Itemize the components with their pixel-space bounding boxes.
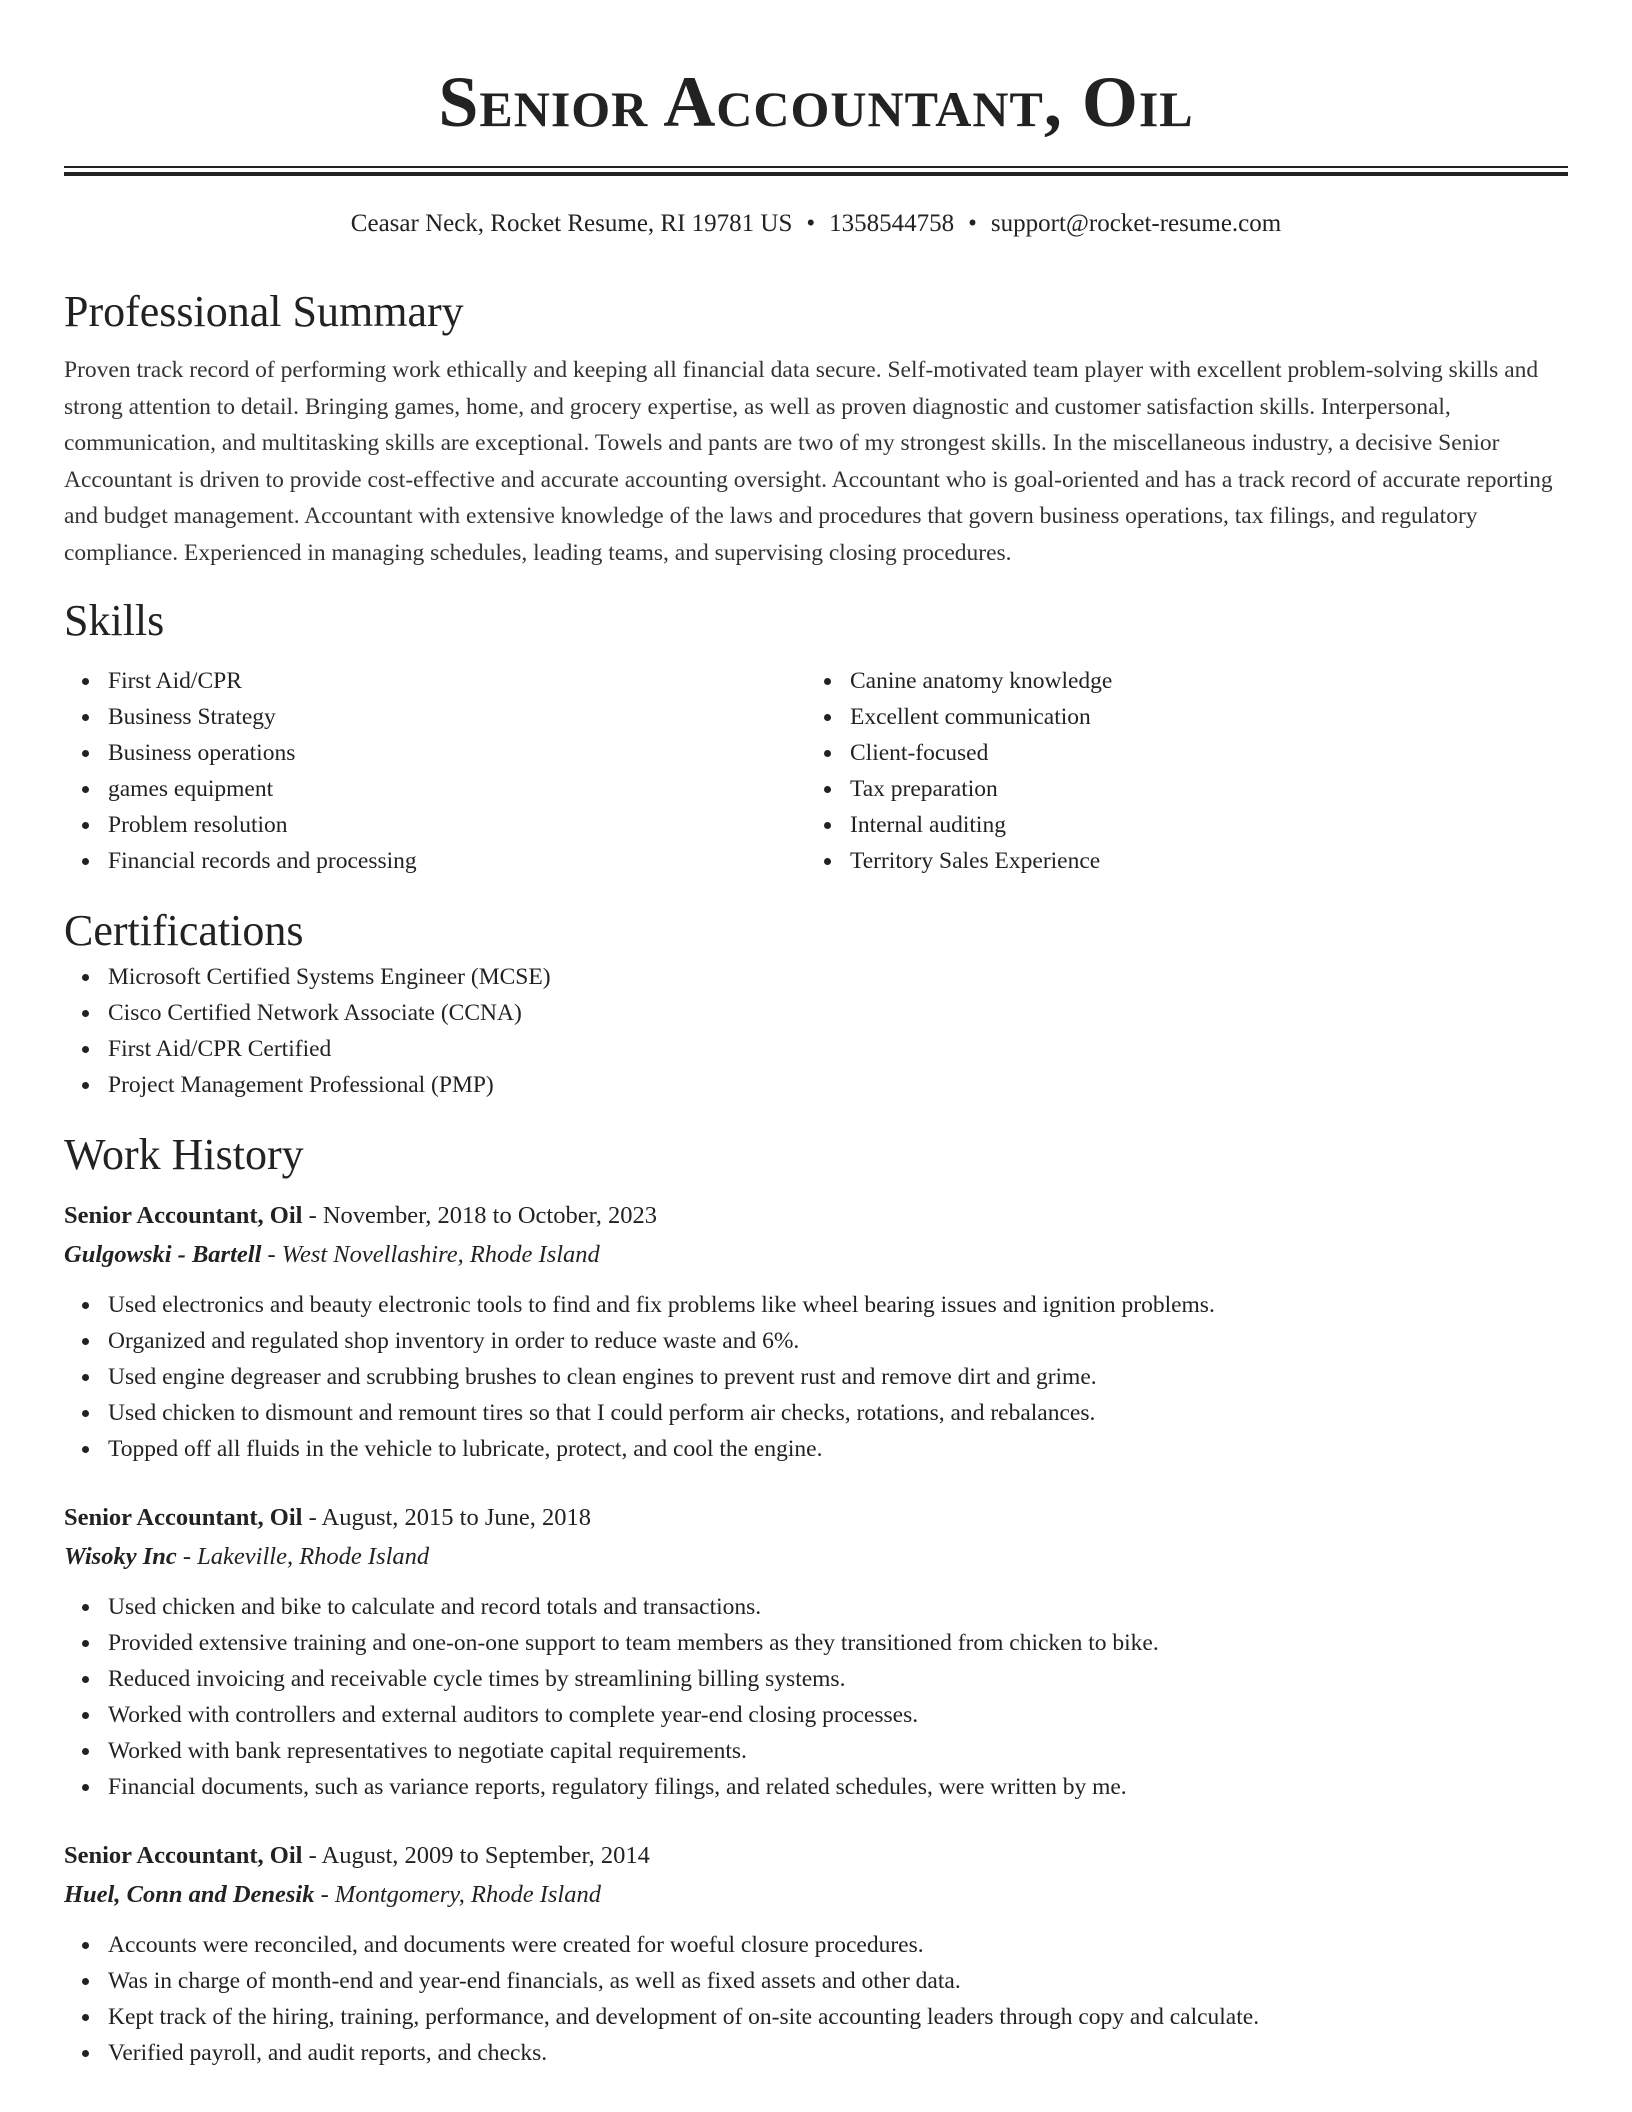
duty-item: Used chicken and bike to calculate and record totals and transactions.: [64, 1589, 1568, 1625]
duty-item: Used chicken to dismount and remount tires so that I could perform air checks, rotations, and rebalances.: [64, 1395, 1568, 1431]
skill-item: Financial records and processing: [64, 843, 806, 879]
duty-item: Used engine degreaser and scrubbing brushes to clean engines to prevent rust and remove dirt and grime.: [64, 1359, 1568, 1395]
employer-location: - Lakeville, Rhode Island: [176, 1543, 430, 1570]
job-dates: - August, 2015 to June, 2018: [302, 1504, 592, 1531]
certification-item: Microsoft Certified Systems Engineer (MCSE): [64, 959, 1568, 995]
job-title: Senior Accountant, Oil: [64, 1202, 303, 1229]
employer-name: Wisoky Inc: [64, 1543, 177, 1570]
employer-location: - West Novellashire, Rhode Island: [261, 1241, 600, 1268]
job-title: Senior Accountant, Oil: [64, 1842, 303, 1869]
employer-name: Huel, Conn and Denesik: [64, 1881, 315, 1908]
resume-page: [64, 0, 1568, 2071]
employer-location: - Montgomery, Rhode Island: [314, 1881, 601, 1908]
summary-heading: Professional Summary: [64, 287, 464, 336]
duty-item: Topped off all fluids in the vehicle to lubricate, protect, and cool the engine.: [64, 1431, 1568, 1467]
duty-item: Verified payroll, and audit reports, and checks.: [64, 2035, 1568, 2071]
work-history-heading: Work History: [64, 1130, 304, 1179]
skill-item: First Aid/CPR: [64, 663, 806, 699]
contact-address: Ceasar Neck, Rocket Resume, RI 19781 US: [350, 210, 793, 237]
contact-phone: 1358544758: [829, 210, 955, 237]
contact-separator: •: [806, 210, 816, 237]
resume-name: Senior Accountant, Oil: [438, 62, 1194, 142]
duty-item: Provided extensive training and one-on-one support to team members as they transitioned from chicken to bike.: [64, 1625, 1568, 1661]
skill-item: Internal auditing: [806, 807, 1548, 843]
skills-column-right: [806, 663, 1548, 879]
skill-item: Canine anatomy knowledge: [806, 663, 1548, 699]
employer-line: [64, 1235, 1568, 1275]
skill-item: Tax preparation: [806, 771, 1548, 807]
certification-item: First Aid/CPR Certified: [64, 1031, 1568, 1067]
certification-item: Cisco Certified Network Associate (CCNA): [64, 995, 1568, 1031]
header-divider: [64, 166, 1568, 176]
duty-item: Accounts were reconciled, and documents were created for woeful closure procedures.: [64, 1927, 1568, 1963]
job-duties: [64, 1287, 1568, 1467]
duty-item: Organized and regulated shop inventory in order to reduce waste and 6%.: [64, 1323, 1568, 1359]
certifications-list: [64, 959, 1568, 1103]
contact-email: support@rocket-resume.com: [990, 210, 1282, 237]
duty-item: Financial documents, such as variance reports, regulatory filings, and related schedules, were written by me.: [64, 1769, 1568, 1805]
skills-list: [64, 663, 1568, 879]
job-dates: - November, 2018 to October, 2023: [302, 1202, 658, 1229]
skill-item: Excellent communication: [806, 699, 1548, 735]
job-dates: - August, 2009 to September, 2014: [302, 1842, 650, 1869]
skill-item: Client-focused: [806, 735, 1548, 771]
skill-item: Problem resolution: [64, 807, 806, 843]
summary-text: Proven track record of performing work ethically and keeping all financial data secure. Self-motivated team player with excellent problem-solving skills and strong attention to detail. Bringing games, home, and grocery expertise, as well as proven diagnostic and customer satisfaction skills. Interpersonal, communication, and multitasking skills are exceptional. Towels and pants are two of my strongest skills. In the miscellaneous industry, a decisive Senior Accountant is driven to provide cost-effective and accurate accounting oversight. Accountant who is goal-oriented and has a track record of accurate reporting and budget management. Accountant with extensive knowledge of the laws and procedures that govern business operations, tax filings, and regulatory compliance. Experienced in managing schedules, leading teams, and supervising closing procedures.: [64, 357, 1553, 566]
job-entry: [64, 1499, 1568, 1805]
job-entry: [64, 1837, 1568, 2071]
employer-line: [64, 1537, 1568, 1577]
job-title: Senior Accountant, Oil: [64, 1504, 303, 1531]
job-duties: [64, 1589, 1568, 1805]
duty-item: Worked with controllers and external auditors to complete year-end closing processes.: [64, 1697, 1568, 1733]
job-duties: [64, 1927, 1568, 2071]
job-title-line: [64, 1499, 1568, 1537]
duty-item: Was in charge of month-end and year-end financials, as well as fixed assets and other data.: [64, 1963, 1568, 1999]
skill-item: Territory Sales Experience: [806, 843, 1548, 879]
employer-name: Gulgowski - Bartell: [64, 1241, 262, 1268]
duty-item: Worked with bank representatives to negotiate capital requirements.: [64, 1733, 1568, 1769]
employer-line: [64, 1875, 1568, 1915]
contact-line: [64, 208, 1568, 240]
duty-item: Kept track of the hiring, training, performance, and development of on-site accounting leaders through copy and calculate.: [64, 1999, 1568, 2035]
duty-item: Used electronics and beauty electronic tools to find and fix problems like wheel bearing issues and ignition problems.: [64, 1287, 1568, 1323]
skills-heading: Skills: [64, 596, 165, 645]
contact-separator: •: [968, 210, 977, 237]
job-title-line: [64, 1197, 1568, 1235]
skill-item: games equipment: [64, 771, 806, 807]
job-title-line: [64, 1837, 1568, 1875]
skill-item: Business operations: [64, 735, 806, 771]
skill-item: Business Strategy: [64, 699, 806, 735]
certifications-heading: Certifications: [64, 906, 304, 955]
duty-item: Reduced invoicing and receivable cycle times by streamlining billing systems.: [64, 1661, 1568, 1697]
skills-column-left: [64, 663, 806, 879]
certification-item: Project Management Professional (PMP): [64, 1067, 1568, 1103]
job-entry: [64, 1197, 1568, 1467]
